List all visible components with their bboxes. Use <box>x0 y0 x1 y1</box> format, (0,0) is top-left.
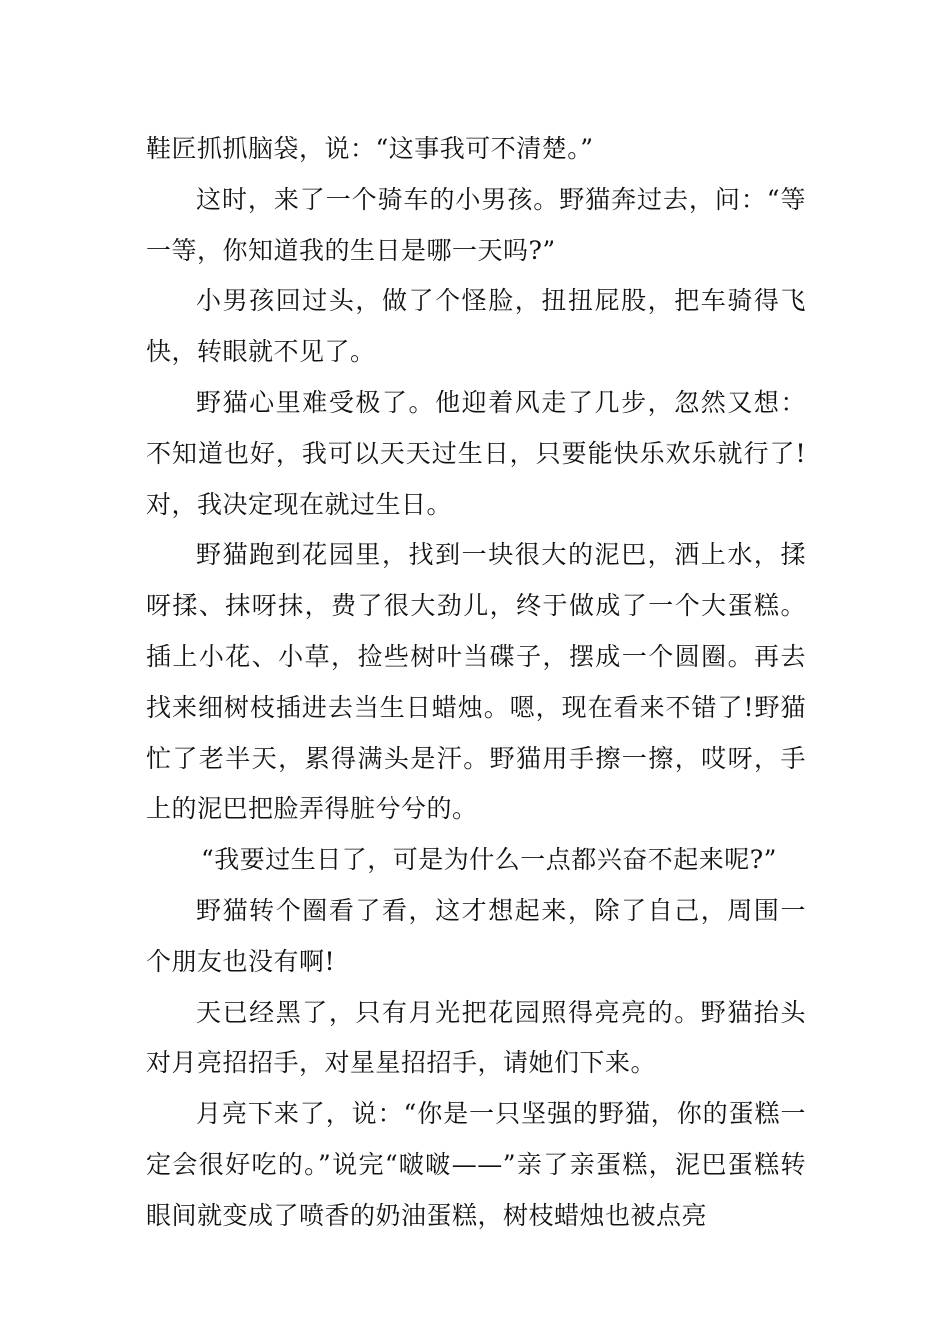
paragraph-quote: “我要过生日了，可是为什么一点都兴奋不起来呢?” <box>201 845 777 875</box>
paragraph: 野猫转个圈看了看，这才想起来，除了自己，周围一个朋友也没有啊! <box>146 895 806 976</box>
paragraph: 天已经黑了，只有月光把花园照得亮亮的。野猫抬头对月亮招招手，对星星招招手，请她们下来。 <box>146 997 806 1078</box>
paragraph: 这时，来了一个骑车的小男孩。野猫奔过去，问：“等一等，你知道我的生日是哪一天吗?” <box>146 184 806 265</box>
story-text <box>146 124 806 1242</box>
paragraph: 小男孩回过头，做了个怪脸，扭扭屁股，把车骑得飞快，转眼就不见了。 <box>146 286 806 367</box>
paragraph-continuation: 鞋匠抓抓脑袋，说：“这事我可不清楚。” <box>146 134 594 163</box>
paragraph: 野猫跑到花园里，找到一块很大的泥巴，洒上水，揉呀揉、抹呀抹，费了很大劲儿，终于做成了一个大蛋糕。插上小花、小草，捡些树叶当碟子，摆成一个圆圈。再去找来细树枝插进去当生日蜡烛。嗯，现在看来不错了!野猫忙了老半天，累得满头是汗。野猫用手擦一擦，哎呀，手上的泥巴把脸弄得脏兮兮的。 <box>146 540 806 824</box>
paragraph: 野猫心里难受极了。他迎着风走了几步，忽然又想：不知道也好，我可以天天过生日，只要能快乐欢乐就行了!对，我决定现在就过生日。 <box>146 387 806 519</box>
paragraph: 月亮下来了，说：“你是一只坚强的野猫，你的蛋糕一定会很好吃的。”说完“啵啵——”亲了亲蛋糕，泥巴蛋糕转眼间就变成了喷香的奶油蛋糕，树枝蜡烛也被点亮 <box>146 1099 806 1230</box>
